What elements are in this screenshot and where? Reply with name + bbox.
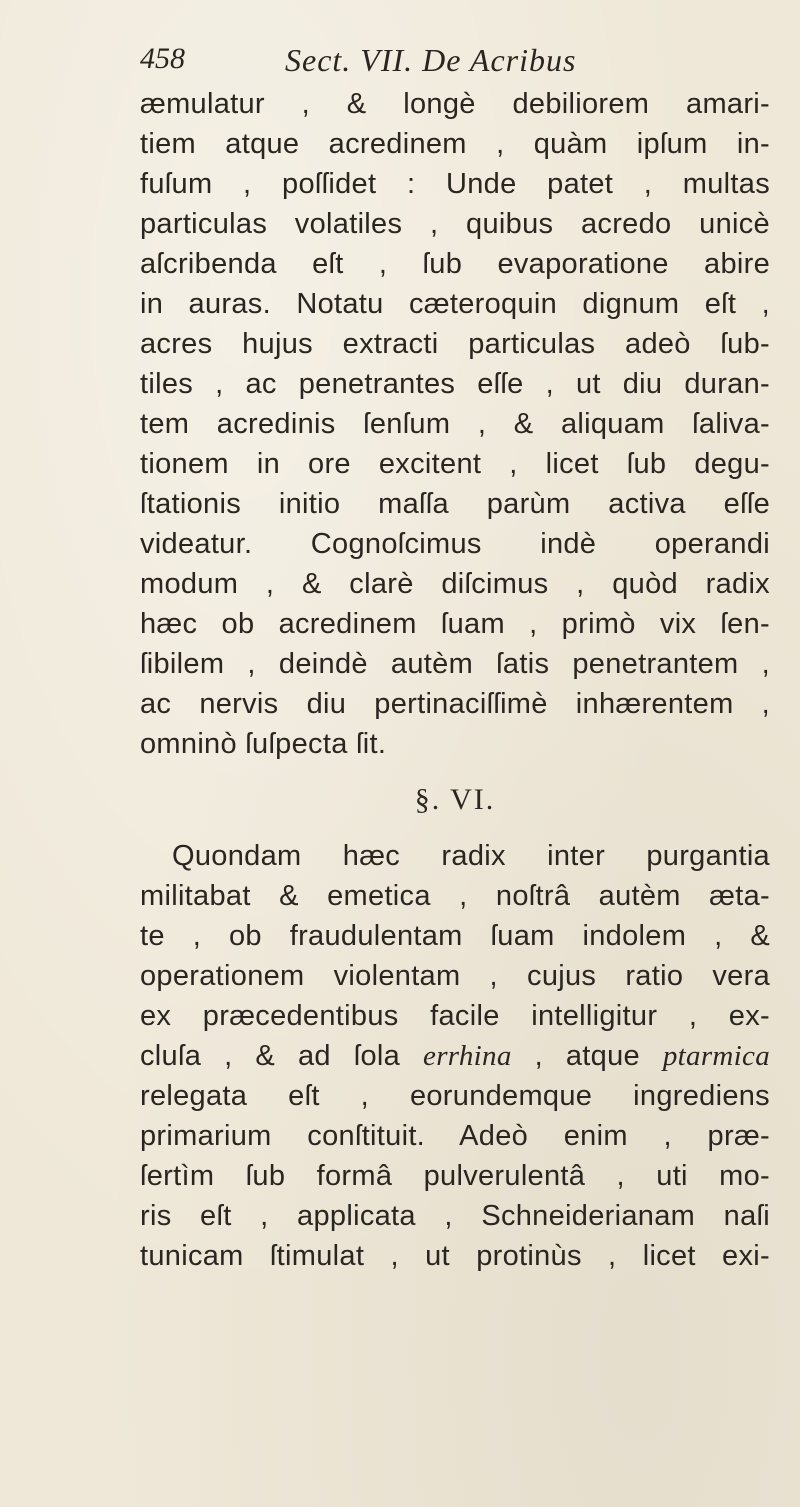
italic-term-ptarmica: ptarmica (662, 1040, 770, 1072)
italic-term-errhina: errhina (423, 1040, 512, 1072)
text-line (140, 1036, 770, 1076)
text-line: particulas volatiles , quibus acredo unicè (140, 208, 770, 240)
text-line (140, 1116, 770, 1156)
text-line (140, 1156, 770, 1196)
text-line: acres hujus extracti particulas adeò ſub- (140, 328, 770, 360)
text-line: tem acredinis ſenſum , & aliquam ſaliva- (140, 408, 770, 440)
text-run: tunicam ſtimulat , ut protinùs , licet exi- (140, 1240, 770, 1272)
text-run: ris eſt , applicata , Schneiderianam naſi (140, 1200, 770, 1232)
text-run: Quondam hæc radix inter purgantia (172, 840, 770, 872)
text-line: æmulatur , & longè debiliorem amari- (140, 88, 770, 120)
text-run: primarium conſtituit. Adeò enim , præ- (140, 1120, 770, 1152)
text-line: hæc ob acredinem ſuam , primò vix ſen- (140, 608, 770, 640)
text-line: in auras. Notatu cæteroquin dignum eſt , (140, 288, 770, 320)
text-run: cluſa , & ad ſola (140, 1040, 424, 1072)
text-run: te , ob fraudulentam ſuam indolem , & (140, 920, 770, 952)
text-line (140, 956, 770, 996)
text-line: omninò ſuſpecta ſit. (140, 728, 387, 760)
text-line (140, 1236, 770, 1276)
text-line: ſibilem , deindè autèm ſatis penetrantem , (140, 648, 770, 680)
text-line: tionem in ore excitent , licet ſub degu- (140, 448, 770, 480)
text-line: ſtationis initio maſſa parùm activa eſſe (140, 488, 770, 520)
text-line: tiem atque acredinem , quàm ipſum in- (140, 128, 770, 160)
page-number: 458 (140, 42, 185, 75)
text-run: relegata eſt , eorundemque ingrediens (140, 1080, 770, 1112)
text-run: ſertìm ſub formâ pulverulentâ , uti mo- (140, 1160, 770, 1192)
page-header (140, 42, 770, 86)
running-head: Sect. VII. De Acribus (285, 42, 577, 78)
text-line (140, 996, 770, 1036)
text-line (140, 1196, 770, 1236)
text-line: videatur. Cognoſcimus indè operandi (140, 528, 770, 560)
text-line (140, 836, 770, 876)
section-heading: §. VI. (414, 783, 496, 816)
text-run: , atque (511, 1040, 663, 1072)
text-run: militabat & emetica , noſtrâ autèm æta- (140, 880, 770, 912)
text-line: modum , & clarè diſcimus , quòd radix (140, 568, 770, 600)
text-line (140, 1076, 770, 1116)
text-run: ex præcedentibus facile intelligitur , ex- (140, 1000, 770, 1032)
text-line (140, 916, 770, 956)
text-run: operationem violentam , cujus ratio vera (140, 960, 770, 992)
text-line (140, 876, 770, 916)
text-line: ac nervis diu pertinaciſſimè inhærentem , (140, 688, 770, 720)
text-line: tiles , ac penetrantes eſſe , ut diu duran- (140, 368, 770, 400)
text-line: aſcribenda eſt , ſub evaporatione abire (140, 248, 770, 280)
text-line: fuſum , poſſidet : Unde patet , multas (140, 168, 770, 200)
body-text (140, 84, 770, 1276)
